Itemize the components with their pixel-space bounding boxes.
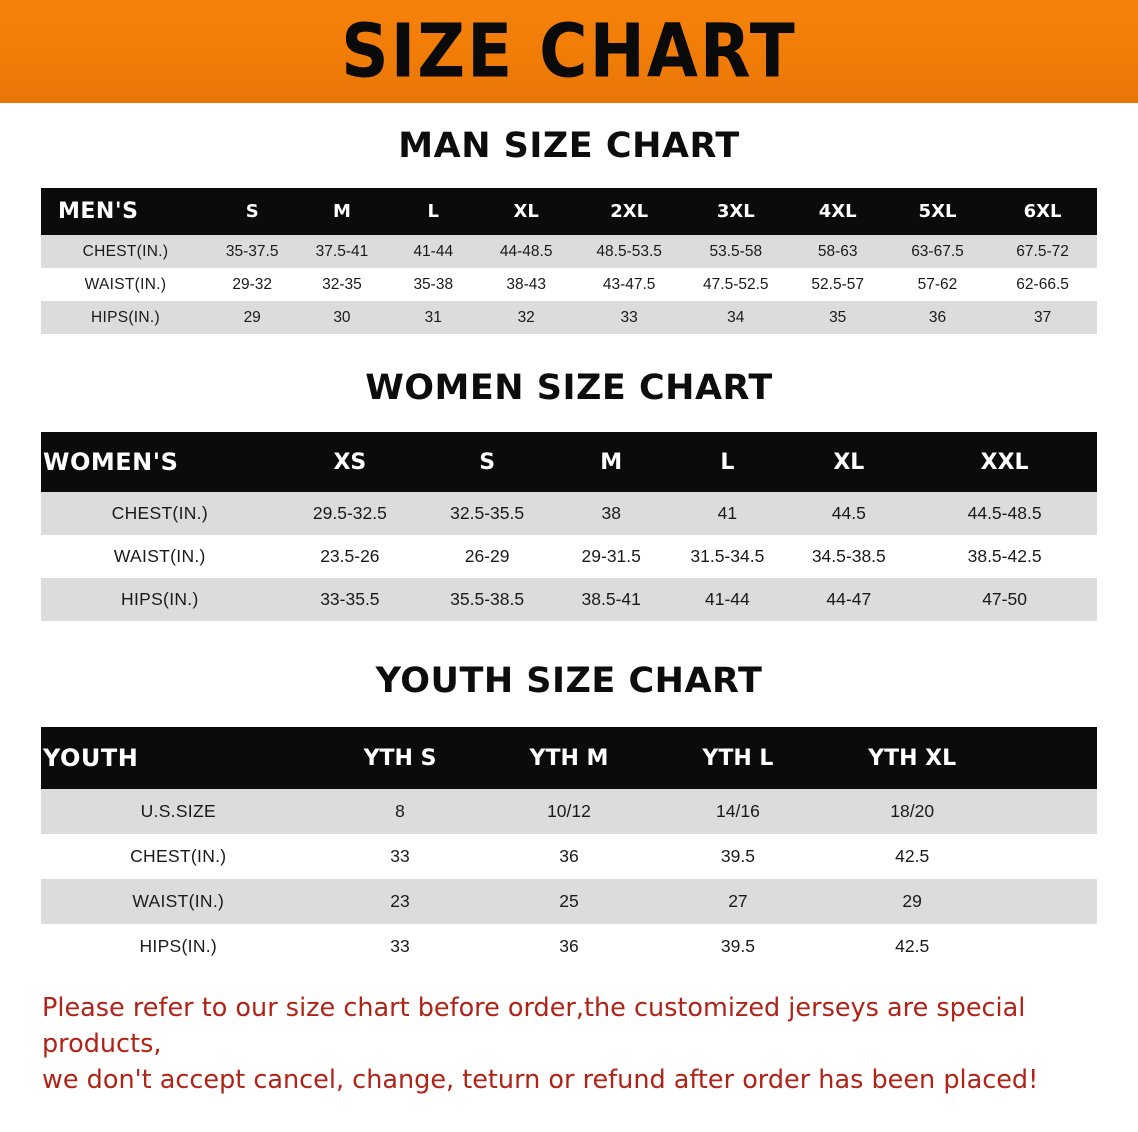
table-cell-spacer bbox=[1002, 834, 1097, 879]
column-header: L bbox=[427, 201, 440, 222]
table-row bbox=[41, 268, 1097, 301]
table-cell: 14/16 bbox=[716, 801, 760, 821]
page-title: SIZE CHART bbox=[341, 7, 797, 95]
table-cell: 25 bbox=[559, 891, 579, 911]
table-cell: 63-67.5 bbox=[911, 242, 964, 260]
row-label: HIPS(IN.) bbox=[121, 589, 199, 609]
table-cell: 35-38 bbox=[413, 275, 454, 293]
page-banner bbox=[0, 0, 1138, 103]
table-cell: 44-47 bbox=[826, 589, 872, 609]
table-row bbox=[41, 879, 1097, 924]
table-cell: 30 bbox=[333, 308, 351, 326]
table-cell-spacer bbox=[1002, 879, 1097, 924]
column-header: 3XL bbox=[716, 201, 755, 222]
table-cell: 29.5-32.5 bbox=[312, 503, 387, 523]
column-header: 5XL bbox=[918, 201, 957, 222]
note-line-1: Please refer to our size chart before order,the customized jerseys are special products, bbox=[42, 993, 1026, 1060]
table-cell: 42.5 bbox=[895, 846, 930, 866]
women-section-title: WOMEN SIZE CHART bbox=[365, 368, 773, 408]
table-cell: 26-29 bbox=[464, 546, 510, 566]
table-cell: 37.5-41 bbox=[315, 242, 369, 260]
table-row bbox=[41, 301, 1097, 334]
column-header-spacer bbox=[1002, 727, 1097, 789]
table-cell: 58-63 bbox=[817, 242, 858, 260]
order-policy-note bbox=[42, 990, 1096, 1099]
table-cell: 52.5-57 bbox=[811, 275, 864, 293]
column-header: XL bbox=[833, 449, 865, 475]
table-row bbox=[41, 834, 1097, 879]
table-cell: 42.5 bbox=[895, 936, 930, 956]
column-header: YOUTH bbox=[43, 744, 139, 772]
column-header: YTH XL bbox=[868, 745, 957, 771]
row-label: CHEST(IN.) bbox=[111, 503, 208, 523]
table-cell: 67.5-72 bbox=[1016, 242, 1069, 260]
column-header: WOMEN'S bbox=[43, 448, 179, 476]
column-header: L bbox=[720, 449, 735, 475]
table-cell: 39.5 bbox=[720, 936, 755, 956]
row-label: HIPS(IN.) bbox=[139, 936, 218, 956]
column-header: YTH L bbox=[702, 745, 774, 771]
table-cell: 47-50 bbox=[982, 589, 1027, 609]
row-label: CHEST(IN.) bbox=[130, 846, 227, 866]
table-header-row bbox=[41, 188, 1097, 235]
table-cell: 57-62 bbox=[917, 275, 958, 293]
column-header: XS bbox=[333, 449, 367, 475]
youth-section-title: YOUTH SIZE CHART bbox=[375, 661, 763, 701]
table-cell: 44.5 bbox=[831, 503, 866, 523]
row-label: CHEST(IN.) bbox=[82, 242, 169, 260]
table-cell: 43-47.5 bbox=[602, 275, 656, 293]
table-cell: 48.5-53.5 bbox=[596, 242, 662, 260]
table-cell: 29-31.5 bbox=[581, 546, 641, 566]
table-cell: 27 bbox=[728, 891, 748, 911]
table-cell: 35.5-38.5 bbox=[450, 589, 525, 609]
column-header: M bbox=[332, 201, 351, 222]
table-header-row bbox=[41, 432, 1097, 492]
column-header: YTH S bbox=[363, 745, 437, 771]
table-cell: 10/12 bbox=[547, 801, 591, 821]
table-row bbox=[41, 924, 1097, 969]
table-cell: 32-35 bbox=[322, 275, 362, 293]
table-cell: 53.5-58 bbox=[709, 242, 763, 260]
row-label: WAIST(IN.) bbox=[132, 891, 225, 911]
column-header: XXL bbox=[980, 449, 1029, 475]
table-cell-spacer bbox=[1002, 924, 1097, 969]
table-cell: 8 bbox=[395, 801, 405, 821]
column-header: 2XL bbox=[610, 201, 649, 222]
column-header: 6XL bbox=[1023, 201, 1062, 222]
column-header: XL bbox=[513, 201, 539, 222]
row-label: WAIST(IN.) bbox=[84, 275, 167, 293]
column-header: S bbox=[479, 449, 496, 475]
row-label: WAIST(IN.) bbox=[113, 546, 206, 566]
table-cell: 41-44 bbox=[413, 242, 454, 260]
column-header: 4XL bbox=[818, 201, 857, 222]
man-size-table bbox=[41, 188, 1097, 334]
table-row bbox=[41, 535, 1097, 578]
women-size-table bbox=[41, 432, 1097, 621]
table-cell: 44-48.5 bbox=[499, 242, 553, 260]
table-cell: 29 bbox=[243, 308, 261, 326]
table-cell: 41 bbox=[717, 503, 738, 523]
table-cell: 33 bbox=[390, 846, 410, 866]
youth-size-table bbox=[41, 727, 1097, 969]
column-header: M bbox=[600, 449, 623, 475]
table-cell: 33-35.5 bbox=[320, 589, 380, 609]
table-cell: 62-66.5 bbox=[1016, 275, 1069, 293]
table-cell: 23.5-26 bbox=[320, 546, 380, 566]
table-header-row bbox=[41, 727, 1097, 789]
table-cell: 35-37.5 bbox=[225, 242, 279, 260]
note-line-2: we don't accept cancel, change, teturn or refund after order has been placed! bbox=[42, 1065, 1039, 1096]
table-cell: 44.5-48.5 bbox=[967, 503, 1042, 523]
table-cell: 36 bbox=[928, 308, 947, 326]
table-cell: 35 bbox=[829, 308, 847, 326]
youth-size-table-wrapper bbox=[41, 727, 1097, 969]
table-cell: 37 bbox=[1033, 308, 1052, 326]
table-cell: 47.5-52.5 bbox=[703, 275, 769, 293]
table-cell: 18/20 bbox=[890, 801, 935, 821]
column-header: YTH M bbox=[529, 745, 609, 771]
row-label: U.S.SIZE bbox=[140, 801, 216, 821]
table-cell: 32 bbox=[517, 308, 535, 326]
table-row bbox=[41, 235, 1097, 268]
table-cell: 31 bbox=[424, 308, 442, 326]
table-cell-spacer bbox=[1002, 789, 1097, 834]
row-label: HIPS(IN.) bbox=[90, 308, 160, 326]
table-row bbox=[41, 578, 1097, 621]
table-cell: 36 bbox=[559, 846, 579, 866]
table-row bbox=[41, 789, 1097, 834]
table-cell: 33 bbox=[620, 308, 638, 326]
table-cell: 33 bbox=[390, 936, 410, 956]
table-cell: 36 bbox=[559, 936, 579, 956]
table-cell: 31.5-34.5 bbox=[690, 546, 765, 566]
women-size-table-wrapper bbox=[41, 432, 1097, 621]
table-cell: 29 bbox=[902, 891, 922, 911]
table-cell: 38.5-42.5 bbox=[967, 546, 1042, 566]
table-cell: 41-44 bbox=[704, 589, 750, 609]
table-row bbox=[41, 492, 1097, 535]
table-cell: 38.5-41 bbox=[581, 589, 641, 609]
column-header: S bbox=[245, 201, 259, 222]
table-cell: 38 bbox=[601, 503, 621, 523]
table-cell: 29-32 bbox=[232, 275, 273, 293]
table-cell: 34 bbox=[727, 308, 745, 326]
man-size-table-wrapper bbox=[41, 188, 1097, 334]
man-section-title: MAN SIZE CHART bbox=[398, 126, 740, 166]
table-cell: 39.5 bbox=[720, 846, 755, 866]
table-cell: 23 bbox=[390, 891, 410, 911]
column-header: MEN'S bbox=[58, 199, 139, 224]
table-cell: 32.5-35.5 bbox=[450, 503, 525, 523]
table-cell: 34.5-38.5 bbox=[811, 546, 886, 566]
table-cell: 38-43 bbox=[506, 275, 547, 293]
